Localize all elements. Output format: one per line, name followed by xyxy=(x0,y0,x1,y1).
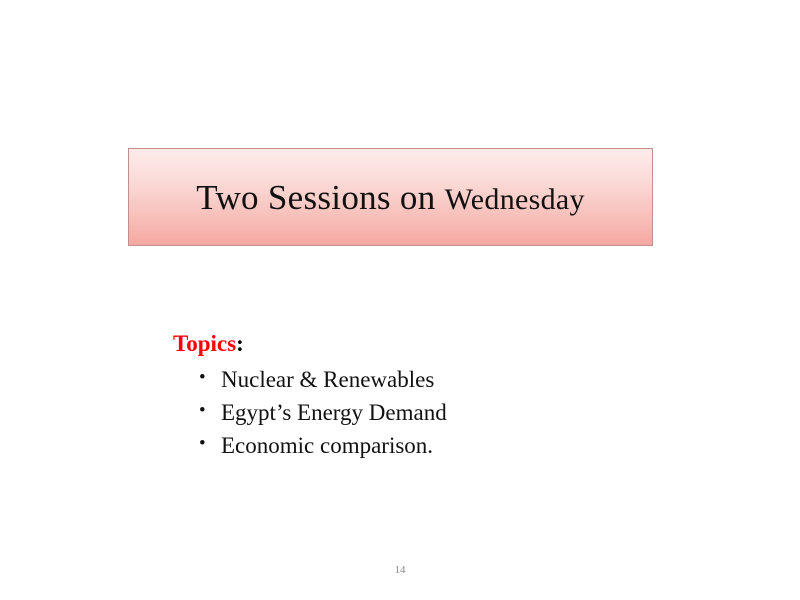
slide-body xyxy=(173,330,693,462)
bullet-dot-icon: • xyxy=(199,366,206,388)
topics-heading-text: Topics xyxy=(173,331,237,356)
slide-title-box xyxy=(128,148,653,246)
page-number: 14 xyxy=(394,564,406,576)
bullet-dot-icon: • xyxy=(199,432,206,454)
list-item xyxy=(173,396,693,429)
title-main: Two Sessions on xyxy=(196,177,445,217)
title-emphasis: Wednesday xyxy=(444,182,585,216)
topics-heading-colon: : xyxy=(236,331,244,356)
list-item-label: Nuclear & Renewables xyxy=(221,366,435,392)
page-title xyxy=(196,177,585,217)
topics-list xyxy=(173,363,693,462)
topics-heading xyxy=(173,330,693,359)
list-item-label: Egypt’s Energy Demand xyxy=(221,399,447,425)
list-item-label: Economic comparison. xyxy=(221,432,434,458)
bullet-dot-icon: • xyxy=(199,399,206,421)
list-item xyxy=(173,429,693,462)
list-item xyxy=(173,363,693,396)
